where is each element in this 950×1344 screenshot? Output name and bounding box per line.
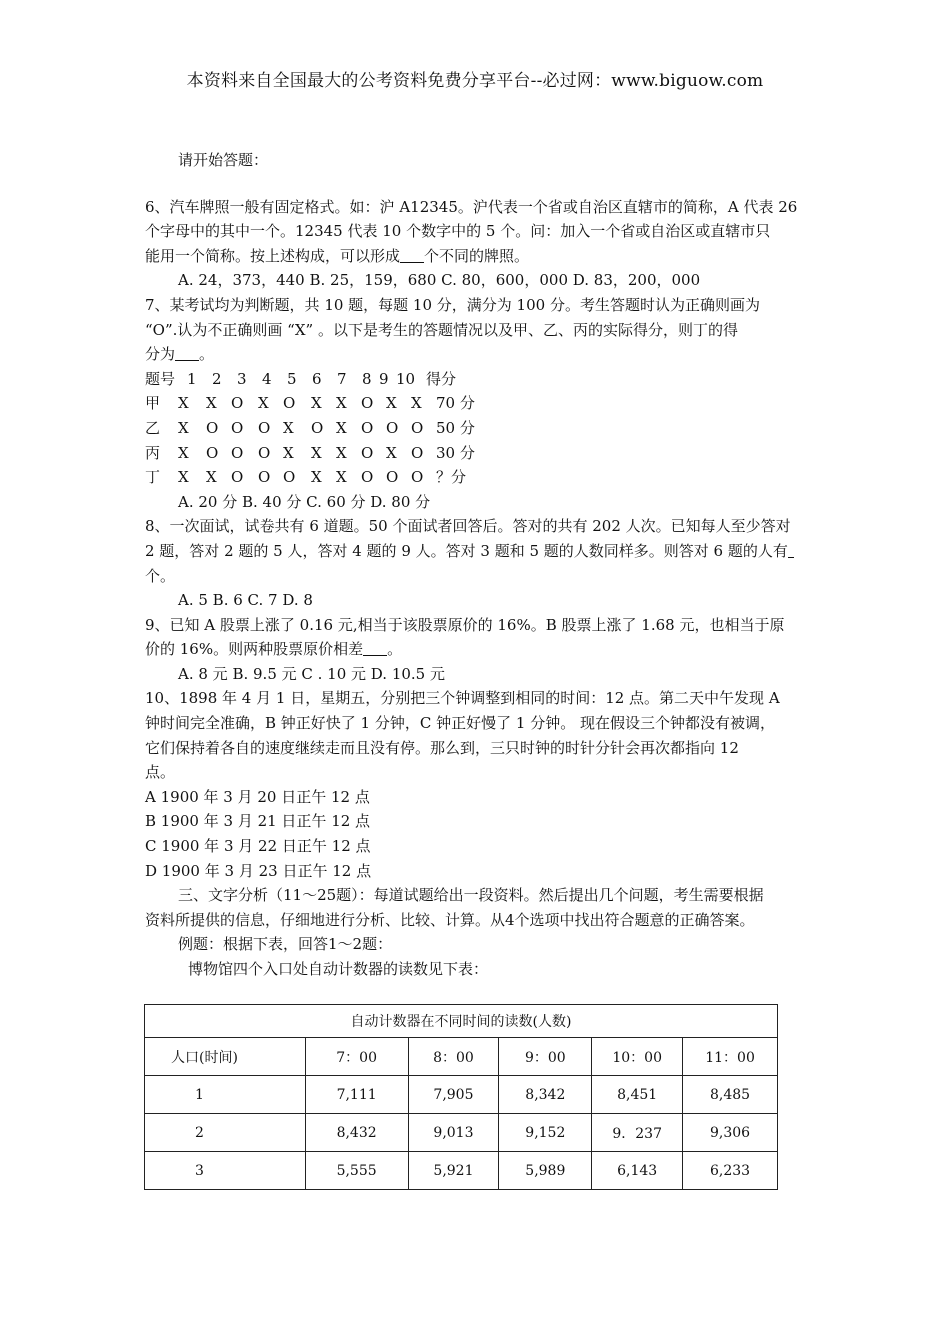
grid-cell: O	[231, 468, 244, 487]
q10-option-b: B 1900 年 3 月 21 日正午 12 点	[145, 812, 371, 831]
q8-options: A. 5 B. 6 C. 7 D. 8	[178, 591, 313, 610]
q9-line1: 9、已知 A 股票上涨了 0.16 元,相当于该股票原价的 16%。B 股票上涨了 1.68 元，也相当于原	[145, 615, 785, 634]
start-instruction: 请开始答题：	[178, 151, 269, 169]
grid-header-cell: 2	[212, 369, 222, 388]
table-row	[145, 1152, 778, 1190]
table-cell: 7,111	[305, 1076, 408, 1114]
grid-cell: O	[361, 394, 374, 413]
answer-grid-row-ding	[145, 465, 807, 490]
q6-line2: 个字母中的其中一个。12345 代表 10 个数字中的 5 个。问：加入一个省或自治区或直辖市只	[145, 222, 771, 241]
grid-cell: O	[206, 418, 219, 437]
grid-header-cell: 9	[379, 369, 389, 388]
grid-cell: X	[178, 443, 189, 462]
grid-cell: X	[336, 443, 347, 462]
page-header: 本资料来自全国最大的公考资料免费分享平台--必过网：www.biguow.com	[186, 71, 764, 91]
table-cell: 2	[145, 1114, 306, 1152]
q7-line3-b: 。	[199, 345, 215, 364]
table-cell: 8,342	[499, 1076, 592, 1114]
grid-cell: O	[231, 394, 244, 413]
q7-line1: 7、某考试均为判断题，共 10 题，每题 10 分，满分为 100 分。考生答题时认为正确则画为	[145, 295, 760, 314]
answer-grid	[145, 367, 807, 490]
section3-line1: 三、文字分析（11～25题）：每道试题给出一段资料。然后提出几个问题，考生需要根据	[178, 886, 764, 905]
q6-line3	[145, 244, 807, 269]
section3-example: 例题：根据下表，回答1～2题：	[178, 935, 393, 954]
table-header-cell: 10：00	[592, 1038, 683, 1076]
grid-cell: X	[311, 394, 322, 413]
grid-cell: O	[411, 443, 424, 462]
table-cell: 9．237	[592, 1114, 683, 1152]
grid-cell: 丙	[145, 443, 161, 462]
q7-line3-a: 分为	[145, 345, 176, 364]
q10-line4: 点。	[145, 763, 176, 782]
q8-line2	[145, 539, 807, 564]
q8-line1: 8、一次面试，试卷共有 6 道题。50 个面试者回答后。答对的共有 202 人次。已知每人至少答对	[145, 517, 791, 536]
grid-cell: X	[386, 443, 397, 462]
grid-cell: 50 分	[436, 418, 475, 437]
grid-cell: 丁	[145, 468, 161, 487]
grid-cell: O	[231, 443, 244, 462]
grid-cell: X	[336, 418, 347, 437]
grid-cell: O	[311, 418, 324, 437]
table-header-cell: 7：00	[305, 1038, 408, 1076]
q9-line2	[145, 637, 807, 662]
grid-cell: 甲	[145, 394, 161, 413]
q6-blank	[400, 246, 424, 263]
table-cell: 8,485	[683, 1076, 778, 1114]
table-cell: 3	[145, 1152, 306, 1190]
grid-header-cell: 10	[396, 369, 416, 388]
answer-grid-row-yi	[145, 416, 807, 441]
table-cell: 8,451	[592, 1076, 683, 1114]
counter-table	[144, 1004, 778, 1190]
table-cell: 9,152	[499, 1114, 592, 1152]
document-body	[145, 148, 807, 982]
q9-blank	[363, 639, 387, 656]
q10-option-c: C 1900 年 3 月 22 日正午 12 点	[145, 837, 371, 856]
table-cell: 6,233	[683, 1152, 778, 1190]
grid-cell: O	[231, 418, 244, 437]
grid-cell: X	[283, 418, 294, 437]
grid-cell: O	[258, 468, 271, 487]
grid-cell: X	[178, 394, 189, 413]
q10-line3: 它们保持着各自的速度继续走而且没有停。那么到，三只时钟的时针分针会再次都指向 12	[145, 738, 739, 757]
table-row-header: 人口(时间)	[145, 1038, 306, 1076]
table-cell: 6,143	[592, 1152, 683, 1190]
grid-header-cell: 得分	[426, 369, 457, 388]
grid-cell: 乙	[145, 418, 161, 437]
grid-cell: X	[283, 443, 294, 462]
grid-cell: O	[361, 418, 374, 437]
grid-cell: O	[411, 468, 424, 487]
q9-line2-a: 价的 16%。则两种股票原价相差	[145, 640, 364, 659]
grid-cell: O	[361, 468, 374, 487]
grid-cell: O	[386, 468, 399, 487]
table-header-cell: 9：00	[499, 1038, 592, 1076]
table-caption: 自动计数器在不同时间的读数(人数)	[145, 1005, 778, 1038]
q9-line2-b: 。	[387, 640, 403, 659]
section3-line2: 资料所提供的信息，仔细地进行分析、比较、计算。从4个选项中找出符合题意的正确答案。	[145, 910, 755, 929]
grid-cell: X	[206, 394, 217, 413]
grid-cell: O	[361, 443, 374, 462]
q8-blank	[788, 541, 794, 558]
grid-header-cell: 4	[262, 369, 272, 388]
q6-line3-a: 能用一个简称。按上述构成，可以形成	[145, 246, 401, 265]
grid-cell: X	[311, 443, 322, 462]
grid-cell: X	[311, 468, 322, 487]
q7-line3	[145, 342, 807, 367]
q9-options: A. 8 元 B. 9.5 元 C . 10 元 D. 10.5 元	[178, 664, 445, 683]
table-caption-row	[145, 1005, 778, 1038]
table-header-cell: 11：00	[683, 1038, 778, 1076]
table-cell: 9,306	[683, 1114, 778, 1152]
q7-blank	[175, 344, 199, 361]
q8-line3: 个。	[145, 566, 176, 585]
grid-header-cell: 1	[187, 369, 197, 388]
grid-header-cell: 3	[237, 369, 247, 388]
table-header-row	[145, 1038, 778, 1076]
q10-line1: 10、1898 年 4 月 1 日，星期五，分别把三个钟调整到相同的时间：12 点。第二天中午发现 A	[145, 689, 780, 708]
grid-cell: O	[283, 468, 296, 487]
q10-line2: 钟时间完全准确，B 钟正好快了 1 分钟，C 钟正好慢了 1 分钟。 现在假设三个钟都没有被调，	[145, 714, 775, 733]
grid-header-cell: 7	[337, 369, 347, 388]
grid-cell: X	[206, 468, 217, 487]
q7-line2: “O”.认为不正确则画 “X” 。以下是考生的答题情况以及甲、乙、丙的实际得分，则丁的得	[145, 320, 738, 339]
grid-cell: O	[386, 418, 399, 437]
q7-options: A. 20 分 B. 40 分 C. 60 分 D. 80 分	[178, 492, 431, 511]
grid-cell: X	[386, 394, 397, 413]
grid-cell: X	[178, 418, 189, 437]
table-cell: 5,989	[499, 1152, 592, 1190]
grid-cell: O	[411, 418, 424, 437]
q10-option-d: D 1900 年 3 月 23 日正午 12 点	[145, 861, 372, 880]
grid-cell: 70 分	[436, 394, 475, 413]
grid-header-cell: 6	[312, 369, 322, 388]
grid-cell: O	[258, 418, 271, 437]
table-cell: 1	[145, 1076, 306, 1114]
grid-cell: O	[206, 443, 219, 462]
answer-grid-header	[145, 367, 807, 392]
table-row	[145, 1114, 778, 1152]
grid-header-cell: 5	[287, 369, 297, 388]
q6-line1: 6、汽车牌照一般有固定格式。如：沪 A12345。沪代表一个省或自治区直辖市的简称，A 代表 26	[145, 197, 798, 216]
section3-table-intro: 博物馆四个入口处自动计数器的读数见下表：	[188, 960, 489, 978]
grid-cell: O	[283, 394, 296, 413]
q6-line3-b: 个不同的牌照。	[424, 246, 530, 265]
table-row	[145, 1076, 778, 1114]
answer-grid-row-jia	[145, 391, 807, 416]
grid-cell: ？分	[436, 468, 467, 487]
grid-header-cell: 题号	[145, 369, 176, 388]
grid-cell: X	[258, 394, 269, 413]
table-cell: 9,013	[408, 1114, 499, 1152]
grid-cell: 30 分	[436, 443, 475, 462]
table-cell: 7,905	[408, 1076, 499, 1114]
q10-option-a: A 1900 年 3 月 20 日正午 12 点	[145, 787, 370, 806]
table-header-cell: 8：00	[408, 1038, 499, 1076]
grid-cell: X	[411, 394, 422, 413]
answer-grid-row-bing	[145, 441, 807, 466]
grid-cell: X	[178, 468, 189, 487]
grid-header-cell: 8	[362, 369, 372, 388]
table-cell: 5,555	[305, 1152, 408, 1190]
grid-cell: X	[336, 468, 347, 487]
grid-cell: O	[258, 443, 271, 462]
q8-line2-text: 2 题，答对 2 题的 5 人，答对 4 题的 9 人。答对 3 题和 5 题的人数同样多。则答对 6 题的人有	[145, 541, 788, 560]
table-cell: 8,432	[305, 1114, 408, 1152]
grid-cell: X	[336, 394, 347, 413]
q6-options: A. 24，373，440 B. 25，159，680 C. 80，600，000 D. 83，200，000	[178, 271, 701, 290]
table-cell: 5,921	[408, 1152, 499, 1190]
